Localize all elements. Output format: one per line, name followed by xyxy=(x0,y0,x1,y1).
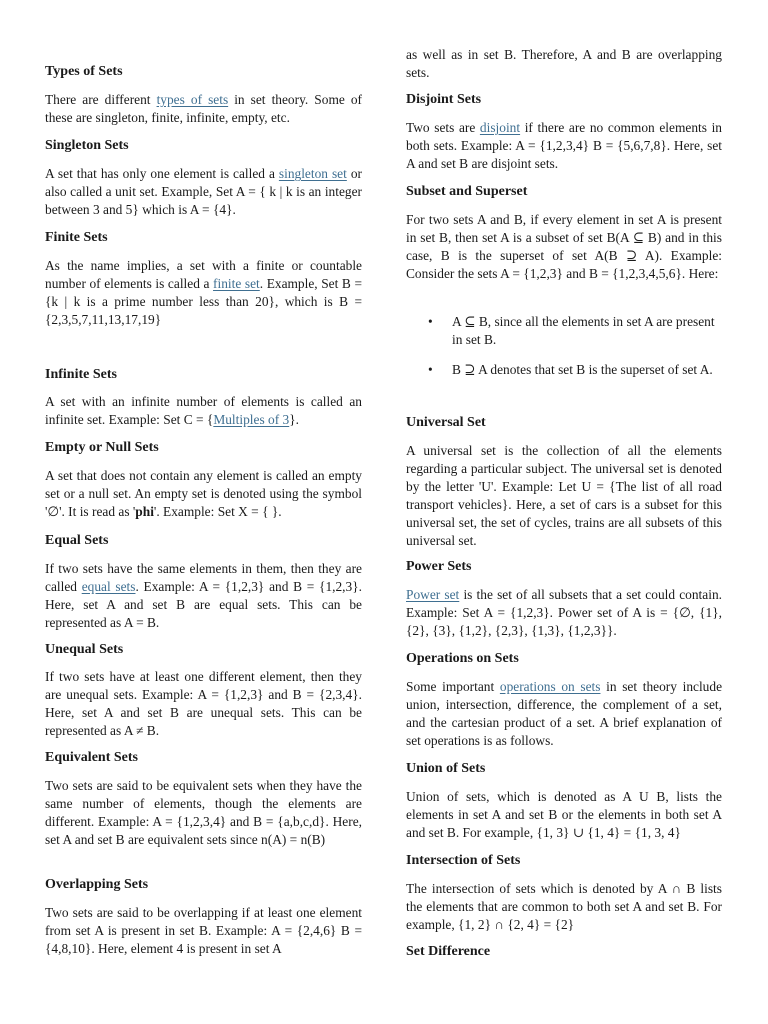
paragraph-infinite-sets: A set with an infinite number of elements is called an infinite set. Example: Set C = {Multiples of 3}. xyxy=(45,394,362,427)
bullet-icon: • xyxy=(428,314,433,329)
paragraph-overlapping-sets: Two sets are said to be overlapping if at least one element from set A is present in set B. Example: A = {2,4,6} B = {4,8,10}. Here, element 4 is present in set A xyxy=(45,905,362,956)
link-operations-on-sets[interactable]: operations on sets xyxy=(499,679,601,694)
heading-unequal-sets: Unequal Sets xyxy=(45,642,124,657)
paragraph-power-sets: Power set is the set of all subsets that a set could contain. Example: Set A = {1,2,3}. Power set of A is = {∅, {1}, {2}, {3}, {1,2}, {2,3}, {1,3}, {1,2,3}}. xyxy=(406,587,722,638)
link-disjoint[interactable]: disjoint xyxy=(479,120,521,135)
paragraph-empty-sets: A set that does not contain any element is called an empty set or a null set. An empty set is denoted using the symbol '∅'. It is read as 'phi'. Example: Set X = { }. xyxy=(45,468,362,519)
heading-equal-sets: Equal Sets xyxy=(45,533,109,548)
list-item: • B ⊇ A denotes that set B is the superset of set A. xyxy=(428,362,713,377)
heading-overlapping-sets: Overlapping Sets xyxy=(45,877,149,892)
paragraph-union-of-sets: Union of sets, which is denoted as A U B, lists the elements in set A and set B or the elements in both set A and set B. For example, {1, 3} ∪ {1, 4} = {1, 3, 4} xyxy=(406,789,722,840)
heading-universal-set: Universal Set xyxy=(406,415,486,430)
heading-types-of-sets: Types of Sets xyxy=(45,64,123,79)
heading-singleton-sets: Singleton Sets xyxy=(45,138,129,153)
heading-finite-sets: Finite Sets xyxy=(45,230,108,245)
paragraph-singleton-sets: A set that has only one element is called a singleton set or also called a unit set. Example, Set A = { k | k is an integer between 3 and 5} which is A = {4}. xyxy=(45,166,362,217)
paragraph-universal-set: A universal set is the collection of all the elements regarding a particular subject. The universal set is denoted by the letter 'U'. Example: Let U = {The list of all road transport vehicles}. Here, a set of cars is a subset for this universal set, the set of cycles, trains are all subsets of this universal set. xyxy=(406,443,722,548)
paragraph-overlapping-continued: as well as in set B. Therefore, A and B are overlapping sets. xyxy=(406,47,722,80)
paragraph-types-of-sets: There are different types of sets in set theory. Some of these are singleton, finite, infinite, empty, etc. xyxy=(45,92,363,125)
heading-disjoint-sets: Disjoint Sets xyxy=(406,92,482,107)
subset-bullet-list xyxy=(406,313,722,379)
heading-intersection-of-sets: Intersection of Sets xyxy=(406,853,521,868)
heading-equivalent-sets: Equivalent Sets xyxy=(45,750,138,765)
paragraph-equal-sets: If two sets have the same elements in them, then they are called equal sets. Example: A = {1,2,3} and B = {1,2,3}. Here, set A and set B are equal sets. This can be represented as A = B. xyxy=(45,561,362,630)
paragraph-unequal-sets: If two sets have at least one different element, then they are unequal sets. Example: A = {1,2,3} and B = {2,3,4}. Here, set A and set B are unequal sets. This can be represented as A ≠ B. xyxy=(45,669,362,738)
paragraph-disjoint-sets: Two sets are disjoint if there are no common elements in both sets. Example: A = {1,2,3,4} B = {5,6,7,8}. Here, set A and set B are disjoint sets. xyxy=(406,120,722,171)
paragraph-intersection-of-sets: The intersection of sets which is denoted by A ∩ B lists the elements that are common to both set A and set B. For example, {1, 2} ∩ {2, 4} = {2} xyxy=(406,881,722,932)
paragraph-finite-sets: As the name implies, a set with a finite or countable number of elements is called a finite set. Example, Set B = {k | k is a prime number less than 20}, which is B = {2,3,5,7,11,13,17,19} xyxy=(45,258,362,327)
link-types-of-sets[interactable]: types of sets xyxy=(156,92,229,107)
link-singleton-set[interactable]: singleton set xyxy=(278,166,347,181)
heading-subset-superset: Subset and Superset xyxy=(406,184,528,199)
bullet-icon: • xyxy=(428,362,433,377)
link-multiples-of-3[interactable]: Multiples of 3 xyxy=(213,412,290,427)
phi-bold: phi xyxy=(135,504,154,519)
heading-set-difference: Set Difference xyxy=(406,944,491,959)
heading-infinite-sets: Infinite Sets xyxy=(45,367,117,382)
heading-empty-sets: Empty or Null Sets xyxy=(45,440,159,455)
link-power-set[interactable]: Power set xyxy=(406,587,460,602)
paragraph-operations-on-sets: Some important operations on sets in set theory include union, intersection, difference, the complement of a set, and the cartesian product of a set. A brief explanation of set operations is as follows. xyxy=(406,679,723,748)
heading-power-sets: Power Sets xyxy=(406,559,472,574)
paragraph-equivalent-sets: Two sets are said to be equivalent sets when they have the same number of elements, though the elements are different. Example: A = {1,2,3,4} and B = {a,b,c,d}. Here, set A and set B are equivalent sets since n(A) = n(B) xyxy=(45,778,362,847)
heading-union-of-sets: Union of Sets xyxy=(406,761,486,776)
link-equal-sets[interactable]: equal sets xyxy=(81,579,136,594)
paragraph-subset-superset: For two sets A and B, if every element in set A is present in set B, then set A is a subset of set B(A ⊆ B) and in this case, B is the superset of set A(B ⊇ A). Example: Consider the sets A = {1,2,3} and B = {1,2,3,4,5,6}. Here: xyxy=(406,212,722,281)
heading-operations-on-sets: Operations on Sets xyxy=(406,651,519,666)
link-finite-set[interactable]: finite set xyxy=(213,276,260,291)
list-item: • A ⊆ B, since all the elements in set A are present in set B. xyxy=(428,314,715,347)
